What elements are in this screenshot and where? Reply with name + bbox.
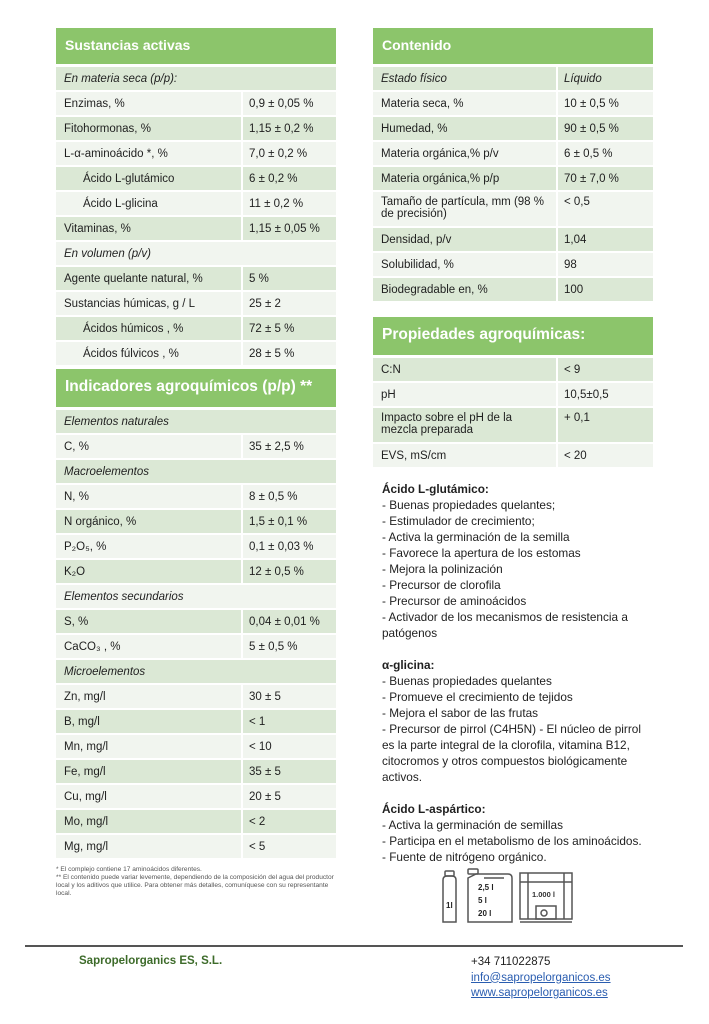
benefit-item: - Mejora la polinización [382, 562, 503, 576]
row-value: 1,15 ± 0,05 % [249, 222, 320, 235]
table-row [373, 142, 653, 167]
table-row [56, 317, 336, 342]
agro-properties-table [373, 358, 653, 469]
agro-indicators-header: Indicadores agroquímicos (p/p) ** [56, 369, 336, 407]
bottle-label: 1l [446, 901, 453, 910]
section-label: Elementos naturales [64, 415, 169, 428]
row-value: 0,04 ± 0,01 % [249, 615, 320, 628]
table-row [56, 92, 336, 117]
left-column [56, 28, 336, 898]
row-value: 5 % [249, 272, 269, 285]
row-value: 11 ± 0,2 % [249, 197, 304, 210]
row-label: EVS, mS/cm [373, 444, 558, 467]
row-value: < 5 [249, 840, 266, 853]
row-label: Ácido L-glutámico [56, 167, 243, 190]
row-value: < 20 [564, 449, 587, 462]
active-substances-header: Sustancias activas [56, 28, 336, 64]
table-row [56, 192, 336, 217]
table-row [56, 685, 336, 710]
row-label: Enzimas, % [56, 92, 243, 115]
row-label: P₂O₅, % [56, 535, 243, 558]
row-value: 70 ± 7,0 % [564, 172, 619, 185]
row-value: 0,9 ± 0,05 % [249, 97, 314, 110]
table-row [56, 735, 336, 760]
canister-label-3: 20 l [478, 909, 492, 918]
content-header: Contenido [373, 28, 653, 64]
row-label: Sustancias húmicas, g / L [56, 292, 243, 315]
benefit-group-title: α-glicina: [382, 658, 435, 672]
table-row [56, 785, 336, 810]
canister-label-1: 2,5 l [478, 883, 494, 892]
row-value: 35 ± 5 [249, 765, 281, 778]
row-value: 25 ± 2 [249, 297, 281, 310]
table-row [56, 610, 336, 635]
ibc-label: 1.000 l [532, 890, 555, 899]
row-label: Cu, mg/l [56, 785, 243, 808]
row-label: Fe, mg/l [56, 760, 243, 783]
table-row [373, 192, 653, 228]
row-label: N orgánico, % [56, 510, 243, 533]
row-value: < 10 [249, 740, 272, 753]
benefit-item: - Buenas propiedades quelantes; [382, 498, 556, 512]
company-name: Sapropelorganics ES, S.L. [79, 955, 223, 967]
row-label: pH [373, 383, 558, 406]
table-row [373, 92, 653, 117]
table-row [373, 358, 653, 383]
table-section-row [56, 242, 336, 267]
section-label: Macroelementos [64, 465, 150, 478]
table-row [373, 383, 653, 408]
row-value: 72 ± 5 % [249, 322, 295, 335]
row-label: Ácidos húmicos , % [56, 317, 243, 340]
table-row [56, 435, 336, 460]
row-label: Biodegradable en, % [373, 278, 558, 301]
row-value: 20 ± 5 [249, 790, 281, 803]
section-label: Microelementos [64, 665, 146, 678]
agro-properties-header: Propiedades agroquímicas: [373, 317, 653, 355]
benefit-group [382, 801, 653, 865]
table-row [373, 228, 653, 253]
table-row [56, 535, 336, 560]
benefit-item: - Favorece la apertura de los estomas [382, 546, 581, 560]
benefit-group [382, 481, 653, 641]
section-label: Elementos secundarios [64, 590, 184, 603]
row-label: Solubilidad, % [373, 253, 558, 276]
table-row [56, 510, 336, 535]
benefit-item: - Mejora el sabor de las frutas [382, 706, 539, 720]
table-row [56, 760, 336, 785]
benefit-item: - Activa la germinación de la semilla [382, 530, 570, 544]
table-row [56, 342, 336, 367]
section-label: En volumen (p/v) [64, 247, 151, 260]
row-value: < 9 [564, 363, 581, 376]
table-section-row [56, 460, 336, 485]
row-value: 1,5 ± 0,1 % [249, 515, 308, 528]
website-link[interactable]: www.sapropelorganicos.es [471, 987, 608, 999]
table-row [373, 444, 653, 469]
row-label: N, % [56, 485, 243, 508]
row-label: Estado físico [373, 67, 558, 90]
footnote-2: ** El contenido puede variar levemente, dependiendo de la composición del agua del productor local y los aditivos que utilice. Para obtener más detalles, comuníquese con su representante local. [56, 874, 334, 897]
table-row [56, 292, 336, 317]
benefit-item: - Fuente de nitrógeno orgánico. [382, 850, 547, 864]
row-label: Mn, mg/l [56, 735, 243, 758]
row-label: Impacto sobre el pH de la mezcla preparada [373, 408, 558, 442]
table-row [373, 117, 653, 142]
benefit-group-title: Ácido L-glutámico: [382, 482, 489, 496]
row-label: Mg, mg/l [56, 835, 243, 858]
benefit-group [382, 657, 653, 785]
bottle-icon [443, 871, 456, 922]
right-column [373, 28, 653, 881]
table-section-row [56, 67, 336, 92]
row-label: L-α-aminoácido *, % [56, 142, 243, 165]
row-label: CaCO₃ , % [56, 635, 243, 658]
table-row [373, 67, 653, 92]
row-label: Materia orgánica,% p/v [373, 142, 558, 165]
footnote-1: * El complejo contiene 17 aminoácidos diferentes. [56, 866, 202, 873]
row-value: 10 ± 0,5 % [564, 97, 619, 110]
table-section-row [56, 585, 336, 610]
table-row [56, 560, 336, 585]
row-value: 12 ± 0,5 % [249, 565, 304, 578]
row-value: 98 [564, 258, 577, 271]
packaging-icons [440, 868, 575, 924]
table-row [373, 408, 653, 444]
table-row [56, 835, 336, 860]
row-value: Líquido [564, 72, 602, 85]
amino-acid-benefits [373, 481, 653, 865]
row-label: Materia seca, % [373, 92, 558, 115]
benefit-item: - Activa la germinación de semillas [382, 818, 563, 832]
row-value: 30 ± 5 [249, 690, 281, 703]
row-value: 8 ± 0,5 % [249, 490, 298, 503]
row-label: Humedad, % [373, 117, 558, 140]
table-row [56, 142, 336, 167]
row-label: Fitohormonas, % [56, 117, 243, 140]
content-table [373, 67, 653, 303]
benefit-item: - Promueve el crecimiento de tejidos [382, 690, 573, 704]
footer-divider [25, 945, 683, 947]
table-row [373, 278, 653, 303]
row-label: C:N [373, 358, 558, 381]
canister-label-2: 5 l [478, 896, 487, 905]
row-label: Ácido L-glicina [56, 192, 243, 215]
row-label: Densidad, p/v [373, 228, 558, 251]
row-value: + 0,1 [564, 412, 590, 424]
row-value: 6 ± 0,2 % [249, 172, 298, 185]
table-row [56, 117, 336, 142]
section-label: En materia seca (p/p): [64, 72, 178, 85]
row-label: C, % [56, 435, 243, 458]
benefit-item: - Buenas propiedades quelantes [382, 674, 552, 688]
table-row [56, 217, 336, 242]
table-row [56, 167, 336, 192]
table-row [56, 267, 336, 292]
email-link[interactable]: info@sapropelorganicos.es [471, 971, 611, 984]
row-label: B, mg/l [56, 710, 243, 733]
table-row [56, 710, 336, 735]
row-label: Materia orgánica,% p/p [373, 167, 558, 190]
table-row [56, 635, 336, 660]
row-value: 6 ± 0,5 % [564, 147, 613, 160]
row-value: 28 ± 5 % [249, 347, 295, 360]
row-value: < 1 [249, 715, 266, 728]
benefit-item: - Activador de los mecanismos de resistencia a patógenos [382, 610, 628, 640]
footnotes [56, 866, 336, 898]
row-value: 1,15 ± 0,2 % [249, 122, 314, 135]
table-section-row [56, 410, 336, 435]
row-value: 0,1 ± 0,03 % [249, 540, 314, 553]
row-value: < 2 [249, 815, 266, 828]
row-label: K₂O [56, 560, 243, 583]
row-value: < 0,5 [564, 196, 590, 208]
row-label: Tamaño de partícula, mm (98 % de precisión) [373, 192, 558, 226]
benefit-item: - Participa en el metabolismo de los aminoácidos. [382, 834, 642, 848]
table-row [373, 253, 653, 278]
row-value: 90 ± 0,5 % [564, 122, 619, 135]
table-row [56, 810, 336, 835]
row-value: 100 [564, 283, 584, 296]
benefit-item: - Precursor de aminoácidos [382, 594, 527, 608]
table-row [56, 485, 336, 510]
row-label: Ácidos fúlvicos , % [56, 342, 243, 365]
benefit-group-title: Ácido L-aspártico: [382, 802, 486, 816]
row-value: 35 ± 2,5 % [249, 440, 304, 453]
row-label: Agente quelante natural, % [56, 267, 243, 290]
table-section-row [56, 660, 336, 685]
row-value: 5 ± 0,5 % [249, 640, 298, 653]
row-label: S, % [56, 610, 243, 633]
active-substances-table [56, 67, 336, 367]
row-label: Vitaminas, % [56, 217, 243, 240]
row-label: Mo, mg/l [56, 810, 243, 833]
row-value: 7,0 ± 0,2 % [249, 147, 308, 160]
phone-number: +34 711022875 [471, 956, 551, 968]
benefit-item: - Estimulador de crecimiento; [382, 514, 535, 528]
agro-indicators-table [56, 410, 336, 860]
contact-info [471, 955, 611, 1002]
row-value: 10,5±0,5 [564, 388, 609, 401]
row-label: Zn, mg/l [56, 685, 243, 708]
row-value: 1,04 [564, 233, 587, 246]
benefit-item: - Precursor de pirrol (C4H5N) - El núcleo de pirrol es la parte integral de la clorofila, vitamina B12, citocromos y otros compuestos biológicamente activos. [382, 722, 641, 784]
table-row [373, 167, 653, 192]
benefit-item: - Precursor de clorofila [382, 578, 501, 592]
